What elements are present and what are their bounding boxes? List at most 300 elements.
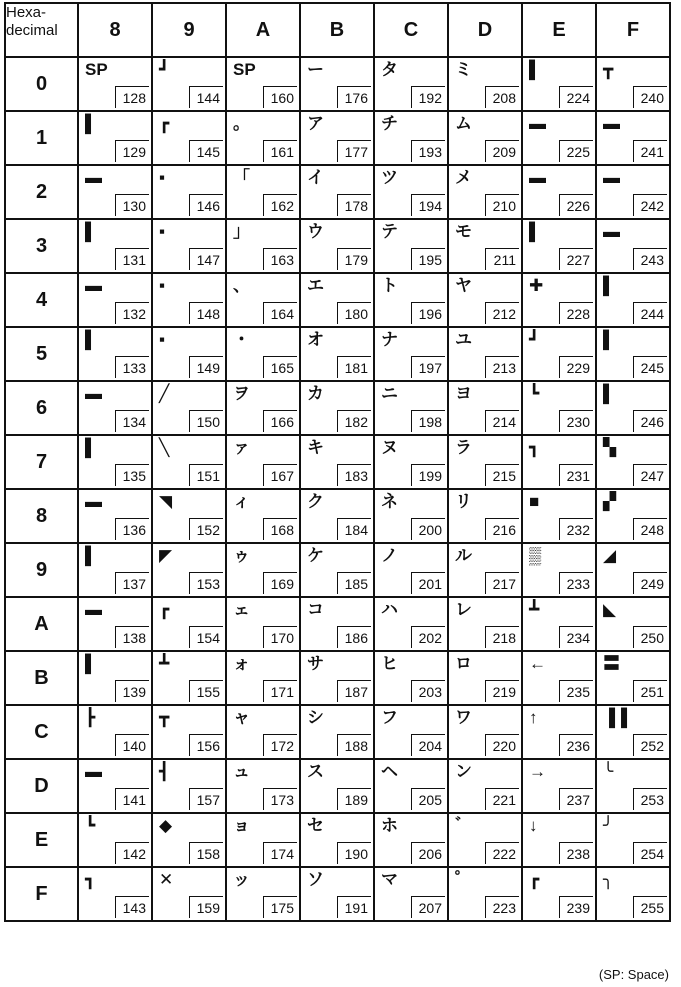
decimal-code: 178	[337, 194, 371, 216]
char-glyph: ◤	[159, 546, 173, 565]
char-glyph: チ	[381, 114, 398, 133]
char-glyph: ▞	[603, 492, 617, 511]
decimal-code: 143	[115, 896, 149, 918]
table-row	[5, 759, 670, 813]
decimal-code: 133	[115, 356, 149, 378]
decimal-code: 193	[411, 140, 445, 162]
decimal-code: 163	[263, 248, 297, 270]
decimal-code: 221	[485, 788, 519, 810]
char-cell	[78, 57, 152, 111]
char-glyph: ┻	[159, 654, 170, 673]
char-glyph: ン	[455, 762, 472, 781]
char-cell	[152, 435, 226, 489]
char-glyph: ▌	[85, 330, 98, 349]
char-cell	[522, 57, 596, 111]
char-glyph: ▐▐	[603, 708, 628, 727]
decimal-code: 128	[115, 86, 149, 108]
char-cell	[374, 867, 448, 921]
row-header: 9	[5, 543, 78, 597]
row-header: C	[5, 705, 78, 759]
decimal-code: 222	[485, 842, 519, 864]
char-cell	[596, 543, 670, 597]
decimal-code: 188	[337, 734, 371, 756]
char-glyph: ┗	[529, 384, 540, 403]
char-glyph: ╰	[603, 762, 614, 781]
decimal-code: 153	[189, 572, 223, 594]
char-cell	[152, 381, 226, 435]
decimal-code: 253	[633, 788, 667, 810]
char-cell	[596, 273, 670, 327]
char-glyph: テ	[381, 222, 398, 241]
char-cell	[522, 219, 596, 273]
decimal-code: 161	[263, 140, 297, 162]
decimal-code: 167	[263, 464, 297, 486]
char-glyph: ←	[529, 654, 546, 673]
char-cell	[152, 111, 226, 165]
char-glyph: コ	[307, 600, 324, 619]
char-cell	[596, 813, 670, 867]
char-glyph: ヒ	[381, 654, 398, 673]
decimal-code: 145	[189, 140, 223, 162]
decimal-code: 138	[115, 626, 149, 648]
char-cell	[300, 597, 374, 651]
decimal-code: 129	[115, 140, 149, 162]
character-code-table	[4, 2, 671, 922]
char-cell	[152, 543, 226, 597]
char-cell	[448, 111, 522, 165]
char-cell	[300, 651, 374, 705]
decimal-code: 132	[115, 302, 149, 324]
char-cell	[78, 597, 152, 651]
char-glyph: ケ	[307, 546, 324, 565]
decimal-code: 198	[411, 410, 445, 432]
char-glyph: ┓	[529, 438, 540, 457]
char-cell	[226, 759, 300, 813]
char-glyph: ┗	[85, 816, 96, 835]
char-glyph: ナ	[381, 330, 398, 349]
table-row	[5, 597, 670, 651]
decimal-code: 207	[411, 896, 445, 918]
char-glyph: ャ	[233, 708, 250, 727]
decimal-code: 209	[485, 140, 519, 162]
char-cell	[300, 111, 374, 165]
char-cell	[448, 435, 522, 489]
char-cell	[448, 597, 522, 651]
row-header: 1	[5, 111, 78, 165]
char-glyph: ゜	[455, 870, 472, 889]
char-glyph: ▬	[529, 168, 546, 187]
char-cell	[78, 489, 152, 543]
char-glyph: ▌	[529, 60, 542, 79]
char-glyph: ▌	[85, 114, 98, 133]
char-glyph: ▬	[85, 492, 102, 511]
char-glyph: ニ	[381, 384, 398, 403]
char-cell	[300, 381, 374, 435]
table-row	[5, 165, 670, 219]
decimal-code: 158	[189, 842, 223, 864]
column-header: E	[522, 3, 596, 57]
decimal-code: 243	[633, 248, 667, 270]
char-cell	[522, 597, 596, 651]
char-glyph: ッ	[233, 870, 250, 889]
decimal-code: 241	[633, 140, 667, 162]
decimal-code: 205	[411, 788, 445, 810]
char-glyph: ソ	[307, 870, 324, 889]
char-glyph: ◥	[159, 492, 173, 511]
char-cell	[78, 273, 152, 327]
decimal-code: 225	[559, 140, 593, 162]
char-glyph: ✕	[159, 870, 174, 889]
char-glyph: ▬	[529, 114, 546, 133]
decimal-code: 187	[337, 680, 371, 702]
char-glyph: ▒	[529, 546, 542, 565]
char-glyph: フ	[381, 708, 398, 727]
char-cell	[152, 705, 226, 759]
char-glyph: イ	[307, 168, 324, 187]
char-glyph: エ	[307, 276, 324, 295]
char-glyph: オ	[307, 330, 324, 349]
char-cell	[522, 435, 596, 489]
decimal-code: 190	[337, 842, 371, 864]
char-glyph: ア	[307, 114, 324, 133]
char-glyph: 「	[233, 168, 250, 187]
char-cell	[152, 597, 226, 651]
char-cell	[374, 597, 448, 651]
char-glyph: ╱	[159, 384, 170, 403]
char-cell	[374, 759, 448, 813]
decimal-code: 165	[263, 356, 297, 378]
char-glyph: ▌	[603, 384, 616, 403]
decimal-code: 181	[337, 356, 371, 378]
char-glyph: 」	[233, 222, 250, 241]
char-glyph: キ	[307, 438, 324, 457]
char-cell	[226, 111, 300, 165]
char-glyph: ┏	[159, 114, 170, 133]
char-cell	[300, 327, 374, 381]
char-cell	[78, 219, 152, 273]
decimal-code: 170	[263, 626, 297, 648]
row-header: F	[5, 867, 78, 921]
decimal-code: 183	[337, 464, 371, 486]
decimal-code: 191	[337, 896, 371, 918]
char-glyph: ▬	[85, 276, 102, 295]
char-glyph: SP	[85, 60, 108, 79]
char-cell	[448, 651, 522, 705]
char-cell	[448, 867, 522, 921]
char-cell	[300, 273, 374, 327]
decimal-code: 239	[559, 896, 593, 918]
char-cell	[448, 543, 522, 597]
decimal-code: 237	[559, 788, 593, 810]
char-cell	[374, 543, 448, 597]
table-body	[5, 57, 670, 921]
decimal-code: 192	[411, 86, 445, 108]
decimal-code: 204	[411, 734, 445, 756]
decimal-code: 196	[411, 302, 445, 324]
char-cell	[596, 57, 670, 111]
char-cell	[226, 327, 300, 381]
char-glyph: ┳	[159, 708, 170, 727]
char-glyph: ゥ	[233, 546, 250, 565]
char-cell	[448, 489, 522, 543]
decimal-code: 184	[337, 518, 371, 540]
char-cell	[596, 597, 670, 651]
table-row	[5, 651, 670, 705]
decimal-code: 135	[115, 464, 149, 486]
char-cell	[226, 651, 300, 705]
decimal-code: 146	[189, 194, 223, 216]
char-cell	[152, 759, 226, 813]
char-glyph: マ	[381, 870, 398, 889]
char-cell	[300, 57, 374, 111]
table-row	[5, 867, 670, 921]
decimal-code: 255	[633, 896, 667, 918]
decimal-code: 175	[263, 896, 297, 918]
char-glyph: ▬	[603, 168, 620, 187]
char-glyph: ハ	[381, 600, 398, 619]
table-row	[5, 57, 670, 111]
char-glyph: ゛	[455, 816, 472, 835]
char-glyph: ィ	[233, 492, 250, 511]
char-glyph: ァ	[233, 438, 250, 457]
decimal-code: 210	[485, 194, 519, 216]
char-cell	[374, 111, 448, 165]
char-cell	[374, 705, 448, 759]
char-cell	[522, 381, 596, 435]
char-glyph: ヤ	[455, 276, 472, 295]
decimal-code: 171	[263, 680, 297, 702]
char-glyph: SP	[233, 60, 256, 79]
char-cell	[78, 435, 152, 489]
char-cell	[78, 759, 152, 813]
char-cell	[78, 705, 152, 759]
decimal-code: 254	[633, 842, 667, 864]
char-glyph: ┻	[529, 600, 540, 619]
char-glyph: ┛	[159, 60, 170, 79]
char-glyph: ネ	[381, 492, 398, 511]
decimal-code: 160	[263, 86, 297, 108]
char-glyph: メ	[455, 168, 472, 187]
char-glyph: ム	[455, 114, 472, 133]
decimal-code: 172	[263, 734, 297, 756]
decimal-code: 238	[559, 842, 593, 864]
char-glyph: シ	[307, 708, 324, 727]
char-glyph: セ	[307, 816, 324, 835]
char-cell	[226, 813, 300, 867]
char-cell	[152, 219, 226, 273]
char-cell	[596, 867, 670, 921]
char-glyph: ト	[381, 276, 398, 295]
char-cell	[226, 705, 300, 759]
decimal-code: 154	[189, 626, 223, 648]
column-header: 9	[152, 3, 226, 57]
char-glyph: ヘ	[381, 762, 398, 781]
decimal-code: 218	[485, 626, 519, 648]
char-glyph: →	[529, 762, 546, 781]
char-glyph: 。	[233, 114, 250, 133]
table-row	[5, 381, 670, 435]
decimal-code: 232	[559, 518, 593, 540]
char-cell	[448, 219, 522, 273]
char-glyph: ╯	[603, 816, 614, 835]
decimal-code: 169	[263, 572, 297, 594]
char-cell	[300, 435, 374, 489]
table-row	[5, 543, 670, 597]
decimal-code: 185	[337, 572, 371, 594]
column-header: A	[226, 3, 300, 57]
char-cell	[152, 273, 226, 327]
char-glyph: ▬	[603, 222, 620, 241]
decimal-code: 206	[411, 842, 445, 864]
table-row	[5, 111, 670, 165]
decimal-code: 130	[115, 194, 149, 216]
decimal-code: 233	[559, 572, 593, 594]
decimal-code: 156	[189, 734, 223, 756]
decimal-code: 244	[633, 302, 667, 324]
char-cell	[522, 813, 596, 867]
char-glyph: ル	[455, 546, 472, 565]
decimal-code: 147	[189, 248, 223, 270]
char-glyph: ▪	[159, 276, 166, 295]
char-glyph: ▚	[603, 438, 617, 457]
decimal-code: 248	[633, 518, 667, 540]
char-glyph: ワ	[455, 708, 472, 727]
char-cell	[522, 273, 596, 327]
corner-label-line1: Hexa-	[6, 4, 47, 21]
decimal-code: 164	[263, 302, 297, 324]
char-cell	[300, 705, 374, 759]
char-glyph: ヲ	[233, 384, 250, 403]
row-header: A	[5, 597, 78, 651]
corner-header	[5, 3, 78, 57]
char-glyph: ╮	[603, 870, 614, 889]
char-cell	[596, 219, 670, 273]
char-glyph: レ	[455, 600, 472, 619]
char-glyph: ┏	[529, 870, 540, 889]
char-glyph: ュ	[233, 762, 250, 781]
char-glyph: ◢	[603, 546, 617, 565]
decimal-code: 219	[485, 680, 519, 702]
char-cell	[226, 381, 300, 435]
char-cell	[78, 867, 152, 921]
table-row	[5, 813, 670, 867]
char-cell	[374, 435, 448, 489]
char-glyph: ォ	[233, 654, 250, 673]
char-cell	[596, 759, 670, 813]
char-glyph: ✚	[529, 276, 544, 295]
row-header: 7	[5, 435, 78, 489]
decimal-code: 229	[559, 356, 593, 378]
char-glyph: カ	[307, 384, 324, 403]
decimal-code: 166	[263, 410, 297, 432]
decimal-code: 144	[189, 86, 223, 108]
char-glyph: ミ	[455, 60, 472, 79]
char-glyph: ▌	[85, 438, 98, 457]
char-cell	[226, 165, 300, 219]
row-header: 5	[5, 327, 78, 381]
char-cell	[522, 867, 596, 921]
char-glyph: サ	[307, 654, 324, 673]
table-row	[5, 273, 670, 327]
row-header: 3	[5, 219, 78, 273]
char-glyph: モ	[455, 222, 472, 241]
char-glyph: ▬	[85, 384, 102, 403]
char-cell	[374, 57, 448, 111]
char-glyph: ユ	[455, 330, 472, 349]
decimal-code: 227	[559, 248, 593, 270]
decimal-code: 199	[411, 464, 445, 486]
row-header: D	[5, 759, 78, 813]
decimal-code: 186	[337, 626, 371, 648]
char-glyph: ▌	[85, 546, 98, 565]
char-cell	[448, 759, 522, 813]
char-glyph: 〓	[603, 654, 620, 673]
char-glyph: 、	[233, 276, 250, 295]
decimal-code: 228	[559, 302, 593, 324]
char-glyph: ツ	[381, 168, 398, 187]
char-glyph: ノ	[381, 546, 398, 565]
decimal-code: 212	[485, 302, 519, 324]
char-glyph: ◆	[159, 816, 173, 835]
decimal-code: 139	[115, 680, 149, 702]
char-glyph: ー	[307, 60, 324, 79]
char-cell	[152, 57, 226, 111]
row-header: 8	[5, 489, 78, 543]
char-cell	[374, 381, 448, 435]
decimal-code: 231	[559, 464, 593, 486]
row-header: 0	[5, 57, 78, 111]
decimal-code: 142	[115, 842, 149, 864]
decimal-code: 174	[263, 842, 297, 864]
corner-label-line2: decimal	[6, 22, 58, 39]
char-cell	[374, 651, 448, 705]
decimal-code: 235	[559, 680, 593, 702]
decimal-code: 242	[633, 194, 667, 216]
char-cell	[596, 489, 670, 543]
row-header: 6	[5, 381, 78, 435]
char-glyph: ◣	[603, 600, 617, 619]
char-glyph: ↑	[529, 708, 538, 727]
column-header: 8	[78, 3, 152, 57]
char-cell	[226, 273, 300, 327]
char-cell	[152, 651, 226, 705]
char-cell	[226, 57, 300, 111]
decimal-code: 203	[411, 680, 445, 702]
table-row	[5, 327, 670, 381]
table-row	[5, 435, 670, 489]
char-glyph: ロ	[455, 654, 472, 673]
column-header: C	[374, 3, 448, 57]
decimal-code: 214	[485, 410, 519, 432]
decimal-code: 250	[633, 626, 667, 648]
table-row	[5, 219, 670, 273]
char-glyph: タ	[381, 60, 398, 79]
char-glyph: ┳	[603, 60, 614, 79]
char-glyph: ヌ	[381, 438, 398, 457]
char-cell	[596, 435, 670, 489]
char-cell	[152, 165, 226, 219]
char-cell	[374, 327, 448, 381]
decimal-code: 195	[411, 248, 445, 270]
table-row	[5, 705, 670, 759]
char-glyph: ┏	[159, 600, 170, 619]
decimal-code: 249	[633, 572, 667, 594]
char-cell	[78, 381, 152, 435]
char-cell	[448, 813, 522, 867]
row-header: E	[5, 813, 78, 867]
decimal-code: 180	[337, 302, 371, 324]
char-cell	[448, 165, 522, 219]
